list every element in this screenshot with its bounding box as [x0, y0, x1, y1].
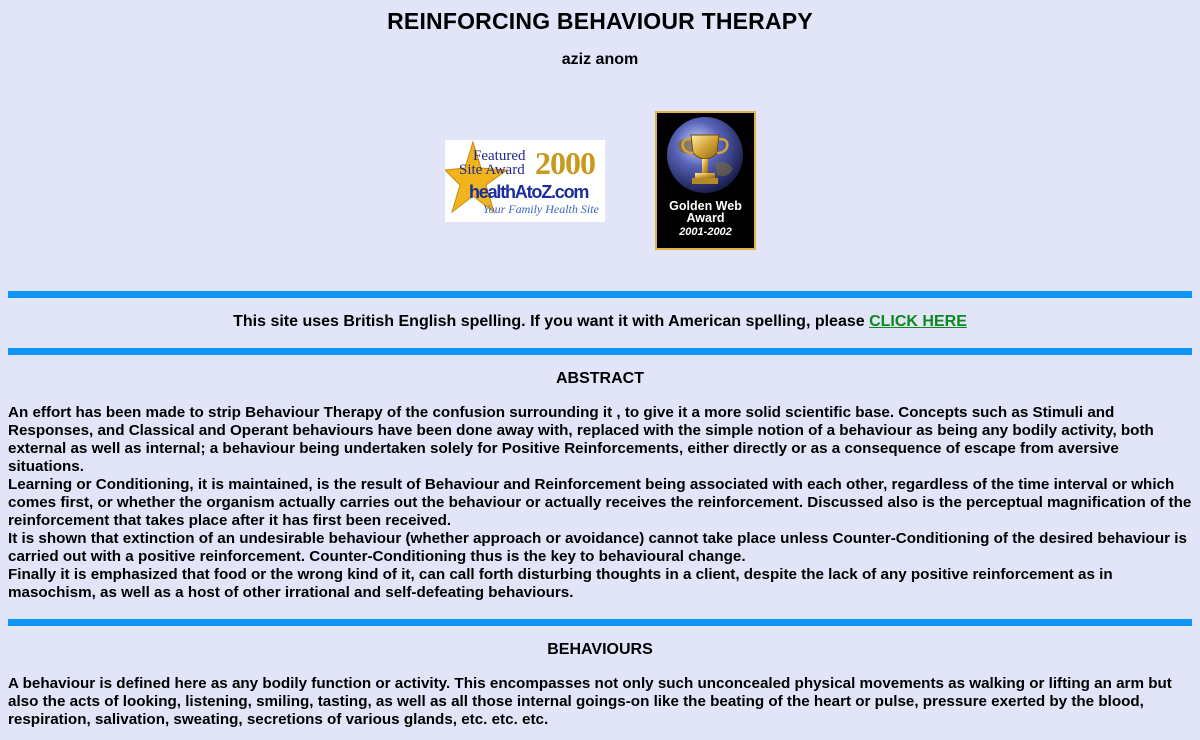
abstract-body	[8, 404, 1194, 602]
behaviours-paragraph: A behaviour is defined here as any bodily function or activity. This encompasses not only such unconcealed physical movements as walking or lifting an arm but also the acts of looking, listening, smiling, tasting, as well as all those internal goings-on like the beating of the heart or pulse, pressure exerted by the blood, respiration, salivation, sweating, secretions of various glands, etc. etc. etc.	[8, 675, 1172, 728]
behaviours-body	[8, 675, 1194, 729]
divider-rule	[8, 619, 1192, 626]
award-featured-text: Featured	[473, 148, 526, 164]
divider-rule	[8, 291, 1192, 298]
golden-web-years: 2001-2002	[679, 226, 732, 238]
spelling-notice-text: This site uses British English spelling. If you want it with American spelling, please	[233, 313, 870, 330]
award-year-text: 2000	[535, 145, 595, 181]
page-title: REINFORCING BEHAVIOUR THERAPY	[387, 8, 813, 34]
golden-web-award-badge[interactable]	[655, 111, 756, 250]
healthatoz-award-badge[interactable]	[445, 140, 605, 222]
abstract-paragraph: It is shown that extinction of an undesirable behaviour (whether approach or avoidance) cannot take place unless Counter-Conditioning of the desired behaviour is carried out with a positive reinforcement. Counter-Conditioning thus is the key to behavioural change.	[8, 530, 1187, 565]
author-name: aziz anom	[561, 51, 639, 68]
award-brand-text: healthAtoZ.com	[469, 182, 589, 202]
spelling-notice	[0, 313, 1200, 331]
abstract-paragraph: Learning or Conditioning, it is maintained, is the result of Behaviour and Reinforcement being associated with each other, regardless of the time interval or which comes first, or whether the organism actually carries out the behaviour or actually receives the reinforcement. Discussed also is the perceptual magnification of the reinforcement that takes place after it has first been received.	[8, 476, 1192, 529]
award-tagline-text: Your Family Health Site	[483, 202, 599, 216]
award-site-award-text: Site Award	[459, 162, 525, 178]
abstract-heading: ABSTRACT	[556, 370, 644, 387]
divider-rule	[8, 348, 1192, 355]
american-spelling-link[interactable]: CLICK HERE	[869, 313, 967, 330]
golden-web-title-line2: Award	[686, 211, 725, 225]
golden-web-title-line1: Golden Web	[669, 199, 742, 213]
abstract-paragraph: An effort has been made to strip Behaviour Therapy of the confusion surrounding it , to give it a more solid scientific base. Concepts such as Stimuli and Responses, and Classical and Operant behaviours have been done away with, replaced with the simple notion of a behaviour as being any bodily activity, both external as well as internal; a behaviour being undertaken solely for Positive Reinforcements, either directly or as a consequence of escape from aversive situations.	[8, 404, 1154, 475]
behaviours-heading: BEHAVIOURS	[547, 641, 653, 658]
abstract-paragraph: Finally it is emphasized that food or the wrong kind of it, can call forth disturbing thoughts in a client, despite the lack of any positive reinforcement as in masochism, as well as a host of other irrational and self-defeating behaviours.	[8, 566, 1113, 601]
